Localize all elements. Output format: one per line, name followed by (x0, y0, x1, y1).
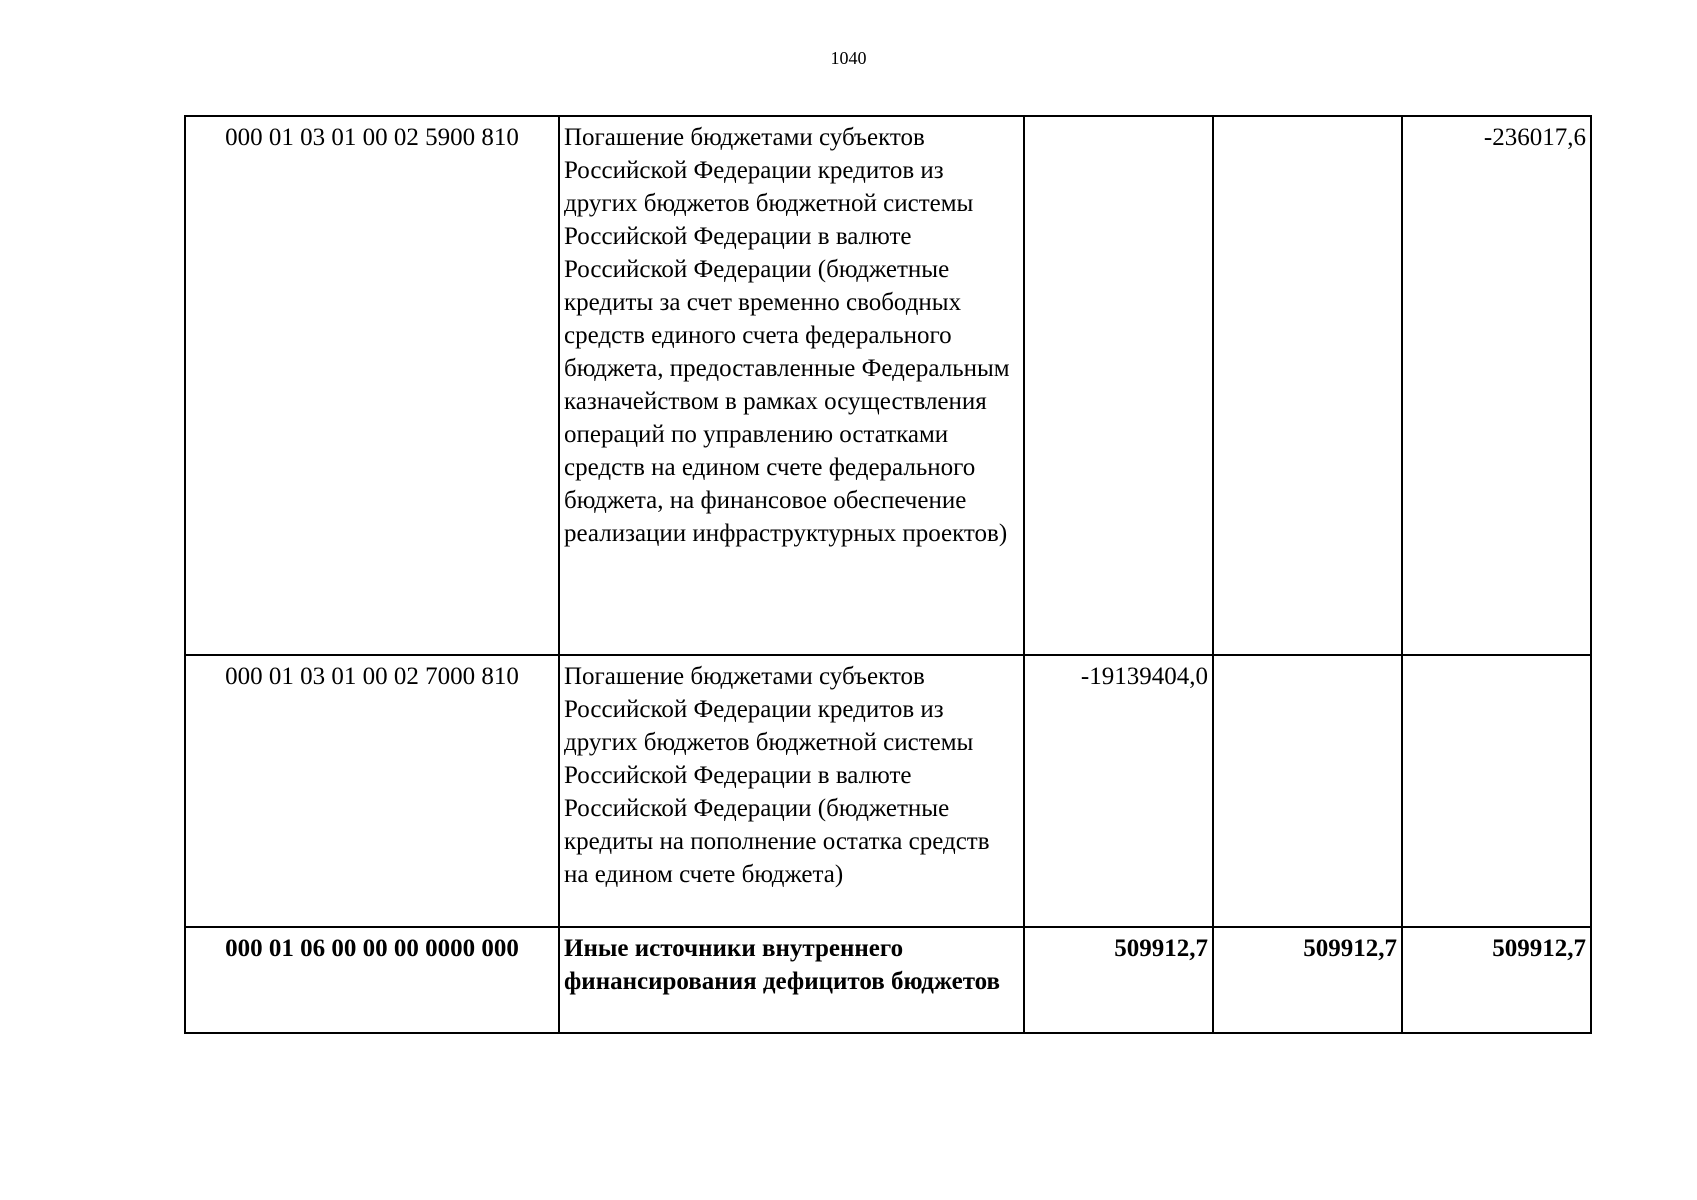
table-row-total (185, 927, 1591, 1033)
value-cell-2 (1213, 116, 1402, 655)
table-row (185, 116, 1591, 655)
budget-code-cell: 000 01 03 01 00 02 5900 810 (185, 116, 559, 655)
value-cell-3 (1402, 655, 1591, 927)
item-name-cell: Погашение бюджетами субъектов Российской Федерации кредитов из других бюджетов бюджетной системы Российской Федерации в валюте Российской Федерации (бюджетные кредиты за счет временно свободных средств единого счета федерального бюджета, предоставленные Федеральным казначейством в рамках осуществления операций по управлению остатками средств на едином счете федерального бюджета, на финансовое обеспечение реализации инфраструктурных проектов) (559, 116, 1024, 655)
page-number: 1040 (830, 48, 867, 68)
value-cell-1 (1024, 116, 1213, 655)
value-cell-2 (1213, 655, 1402, 927)
value-cell-3: -236017,6 (1402, 116, 1591, 655)
table-row (185, 655, 1591, 927)
budget-code-cell: 000 01 06 00 00 00 0000 000 (185, 927, 559, 1033)
value-cell-2: 509912,7 (1213, 927, 1402, 1033)
budget-sources-table (184, 115, 1592, 1034)
value-cell-1: -19139404,0 (1024, 655, 1213, 927)
value-cell-3: 509912,7 (1402, 927, 1591, 1033)
item-name-cell: Иные источники внутреннего финансирования дефицитов бюджетов (559, 927, 1024, 1033)
value-cell-1: 509912,7 (1024, 927, 1213, 1033)
item-name-cell: Погашение бюджетами субъектов Российской Федерации кредитов из других бюджетов бюджетной системы Российской Федерации в валюте Российской Федерации (бюджетные кредиты на пополнение остатка средств на едином счете бюджета) (559, 655, 1024, 927)
budget-code-cell: 000 01 03 01 00 02 7000 810 (185, 655, 559, 927)
